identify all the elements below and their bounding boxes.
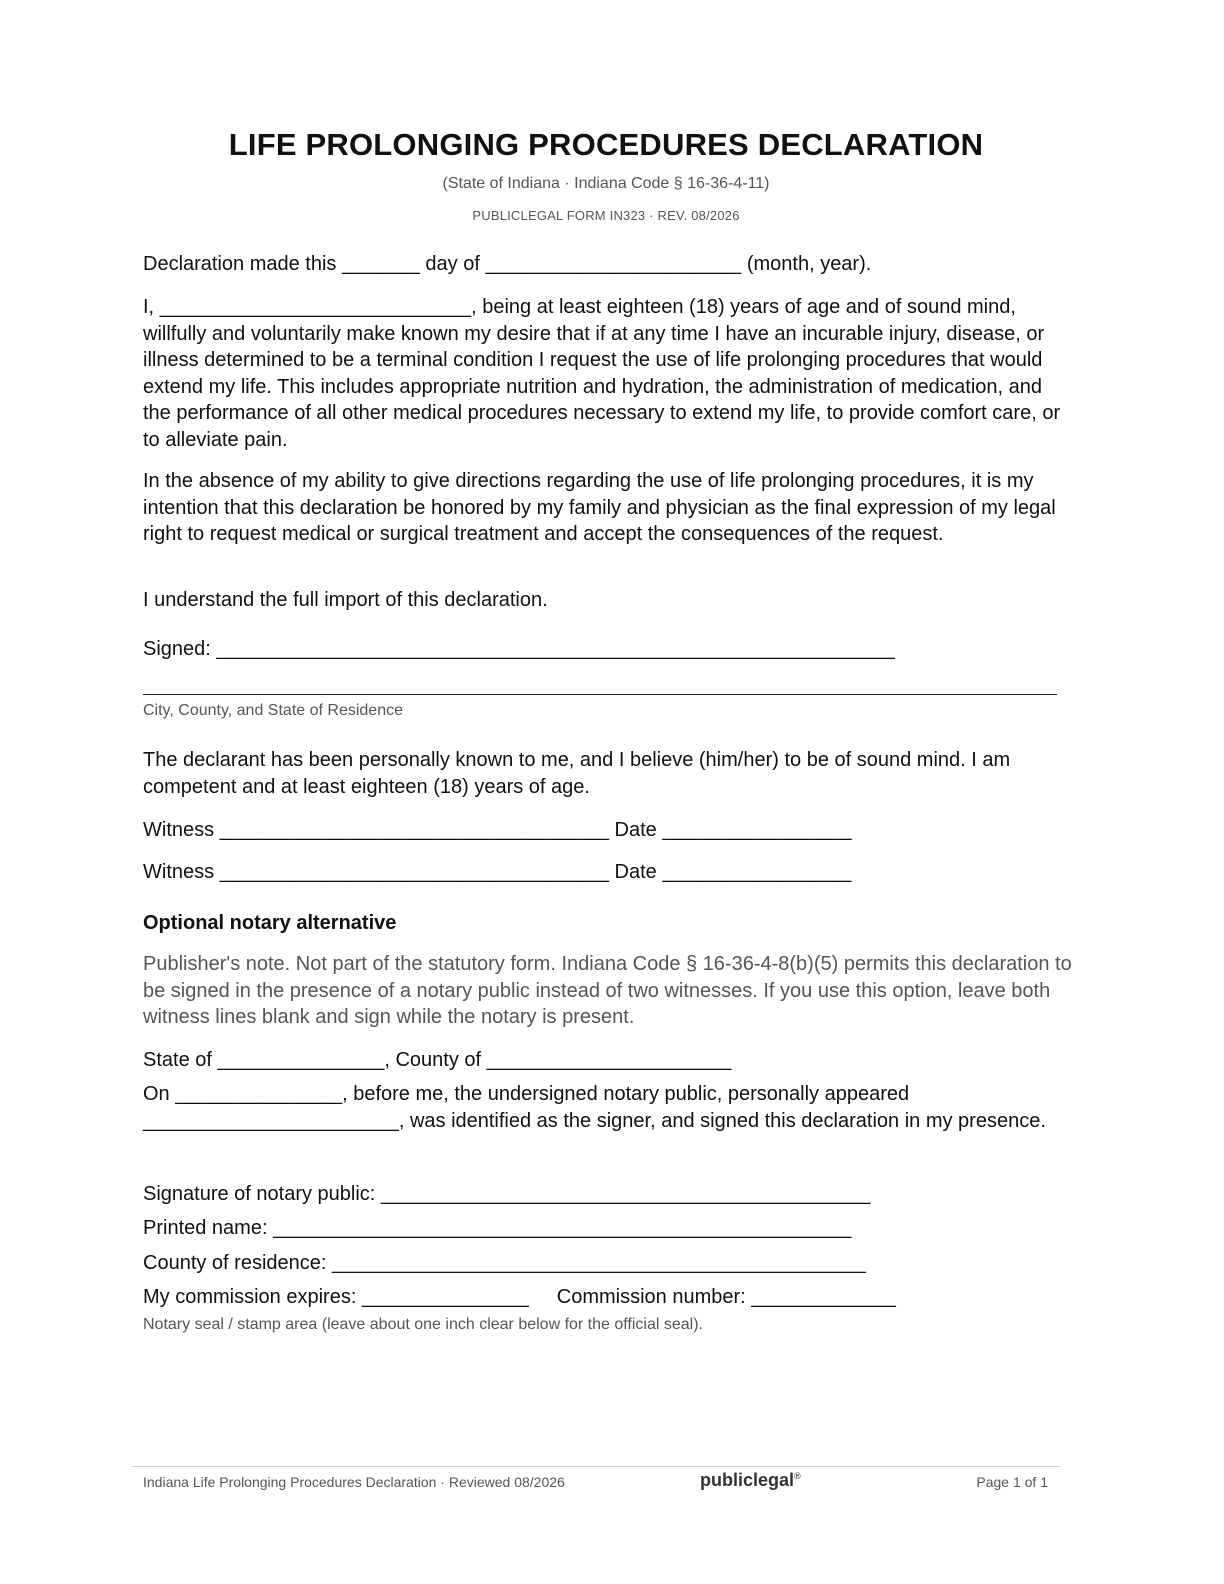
- footer-rule: [132, 1466, 1060, 1467]
- commission-number: Commission number: _____________: [556, 1286, 896, 1308]
- document-subtitle: (State of Indiana · Indiana Code § 16-36-4-11): [442, 175, 770, 192]
- residence-rule: [143, 694, 1057, 695]
- footer-document-name: Indiana Life Prolonging Procedures Declaration · Reviewed 08/2026: [143, 1474, 565, 1490]
- publiclegal-logo: [700, 1470, 801, 1491]
- publisher-note: Publisher's note. Not part of the statutory form. Indiana Code § 16-36-4-8(b)(5) permits this declaration to be signed in the presence of a notary public instead of two witnesses. If you use this option, leave both witness lines blank and sign while the notary is present.: [143, 953, 1072, 1028]
- notary-commission-line: [143, 1284, 896, 1311]
- declaration-date-line: Declaration made this _______ day of _______________________ (month, year).: [143, 253, 872, 275]
- witness-statement: The declarant has been personally known to me, and I believe (him/her) to be of sound mind. I am competent and at least eighteen (18) years of age.: [143, 749, 1011, 798]
- witness-line-1: Witness ___________________________________ Date _________________: [143, 819, 852, 841]
- logo-text: publiclegal: [700, 1470, 795, 1490]
- residence-label: City, County, and State of Residence: [143, 702, 403, 719]
- page-number: Page 1 of 1: [976, 1474, 1048, 1490]
- notary-seal-note: Notary seal / stamp area (leave about one inch clear below for the official seal).: [143, 1316, 703, 1333]
- commission-expires: My commission expires: _______________: [143, 1286, 529, 1308]
- signed-line: Signed: _____________________________________________________________: [143, 638, 895, 660]
- form-id: PUBLICLEGAL FORM IN323 · REV. 08/2026: [472, 208, 740, 223]
- understand-statement: I understand the full import of this declaration.: [143, 589, 548, 611]
- declaration-absence-paragraph: In the absence of my ability to give directions regarding the use of life prolonging procedures, it is my intention that this declaration be honored by my family and physician as the final expression of my legal right to request medical or surgical treatment and accept the consequences of the request.: [143, 470, 1056, 545]
- declaration-body: I, ____________________________, being at least eighteen (18) years of age and of sound mind, willfully and voluntarily make known my desire that if at any time I have an incurable injury, disease, or illness determined to be a terminal condition I request the use of life prolonging procedures that would extend my life. This includes appropriate nutrition and hydration, the administration of medication, and the performance of all other medical procedures necessary to extend my life, to provide comfort care, or to alleviate pain.: [143, 296, 1061, 451]
- notary-state-county-line: State of _______________, County of ______________________: [143, 1049, 732, 1071]
- document-title: LIFE PROLONGING PROCEDURES DECLARATION: [228, 127, 984, 162]
- notary-heading: Optional notary alternative: [143, 912, 397, 934]
- witness-line-2: Witness ___________________________________ Date _________________: [143, 861, 852, 883]
- notary-printed-name-line: Printed name: ____________________________________________________: [143, 1217, 852, 1239]
- notary-signature-line: Signature of notary public: ____________________________________________: [143, 1183, 871, 1205]
- notary-acknowledgment: On _______________, before me, the undersigned notary public, personally appeared _______________________, was identified as the signer, and signed this declaration in my presence.: [143, 1083, 1046, 1132]
- logo-mark: ®: [794, 1471, 801, 1481]
- notary-county-line: County of residence: ________________________________________________: [143, 1252, 866, 1274]
